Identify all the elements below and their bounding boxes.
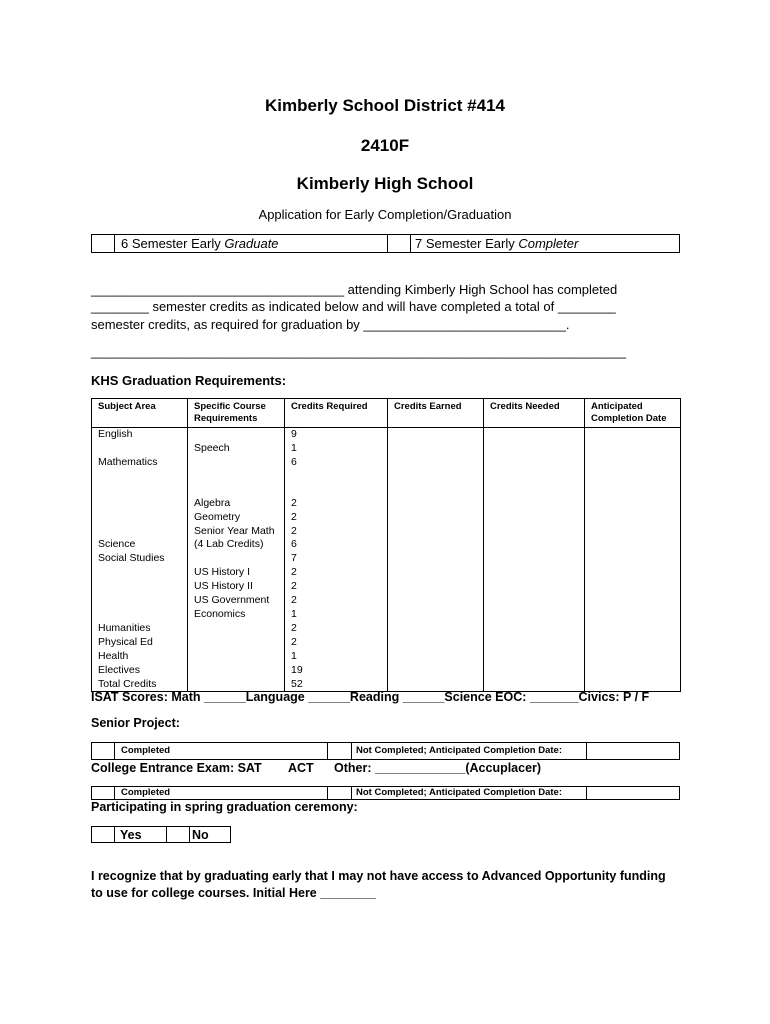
credits-needed-cell[interactable] [484,470,585,497]
acknowledgement-line-2: to use for college courses. Initial Here ________ [91,886,376,900]
column-header: Subject Area [92,399,188,428]
credits-needed-cell[interactable] [484,566,585,580]
completion-date-cell[interactable] [585,511,681,525]
credits-earned-cell[interactable] [388,497,484,511]
statement-line-2: ________ semester credits as indicated below and will have completed a total of ________ [91,299,616,314]
subject-cell [92,594,188,608]
completion-date-cell[interactable] [585,566,681,580]
credits-earned-cell[interactable] [388,470,484,497]
course-cell: Speech [188,442,285,456]
subject-cell: Physical Ed [92,636,188,650]
subject-cell: Total Credits [92,678,188,692]
statement-line-3: semester credits, as required for graduation by ____________________________. [91,317,570,332]
ceremony-no-checkbox[interactable] [166,827,190,842]
college-exam-not-completed-label: Not Completed; Anticipated Completion Date: [356,787,563,798]
credits-required-cell: 2 [285,636,388,650]
credits-required-cell [285,470,388,497]
column-header: Anticipated Completion Date [585,399,681,428]
credits-earned-cell[interactable] [388,525,484,539]
table-header [92,399,681,428]
subject-cell: Humanities [92,622,188,636]
completion-date-cell[interactable] [585,552,681,566]
credits-earned-cell[interactable] [388,442,484,456]
credits-required-cell: 1 [285,650,388,664]
subject-cell [92,497,188,511]
form-code: 2410F [360,136,410,155]
credits-required-cell: 2 [285,622,388,636]
table-row [92,608,681,622]
college-exam-completed-checkbox[interactable] [92,787,115,799]
subject-cell [92,511,188,525]
credits-required-cell: 2 [285,566,388,580]
credits-required-cell: 52 [285,678,388,692]
completion-date-cell[interactable] [585,608,681,622]
credits-required-cell: 1 [285,442,388,456]
credits-earned-cell[interactable] [388,552,484,566]
completion-date-cell[interactable] [585,525,681,539]
subject-cell [92,442,188,456]
senior-project-row [91,742,680,760]
credits-needed-cell[interactable] [484,650,585,664]
credits-earned-cell[interactable] [388,608,484,622]
credits-required-cell: 2 [285,525,388,539]
table-row [92,442,681,456]
isat-scores: ISAT Scores: Math ______Language ______Reading ______Science EOC: _______Civics: P / F [91,690,650,704]
credits-required-cell: 2 [285,511,388,525]
credits-earned-cell[interactable] [388,511,484,525]
seven-semester-label: 7 Semester Early Completer [415,236,579,251]
credits-needed-cell[interactable] [484,497,585,511]
senior-project-completed-label: Completed [121,745,171,756]
college-exam-act: ACT [288,761,314,775]
senior-project-completed-checkbox[interactable] [92,743,115,759]
credits-needed-cell[interactable] [484,428,585,442]
table-row [92,566,681,580]
college-exam-completed-label: Completed [121,787,171,798]
completion-date-cell[interactable] [585,664,681,678]
credits-required-cell: 7 [285,552,388,566]
credits-earned-cell[interactable] [388,538,484,552]
course-cell: US History II [188,580,285,594]
credits-needed-cell[interactable] [484,664,585,678]
ceremony-no-label: No [192,828,209,842]
subject-cell [92,525,188,539]
subject-cell [92,470,188,497]
completion-date-cell[interactable] [585,456,681,470]
course-cell: US Government [188,594,285,608]
course-cell [188,428,285,442]
credits-required-cell: 2 [285,580,388,594]
completion-date-cell[interactable] [585,594,681,608]
table-row [92,552,681,566]
course-cell: US History I [188,566,285,580]
completion-date-cell[interactable] [585,580,681,594]
course-cell: Economics [188,608,285,622]
completion-date-cell[interactable] [585,497,681,511]
credits-earned-cell[interactable] [388,456,484,470]
subject-cell: English [92,428,188,442]
course-cell [188,664,285,678]
table-row [92,594,681,608]
six-semester-checkbox[interactable] [92,235,115,252]
completion-date-cell[interactable] [585,538,681,552]
credits-required-cell: 6 [285,456,388,470]
credits-required-cell: 2 [285,497,388,511]
table-row [92,428,681,442]
credits-required-cell: 19 [285,664,388,678]
credits-required-cell: 9 [285,428,388,442]
column-header: Credits Earned [388,399,484,428]
course-cell [188,456,285,470]
credits-needed-cell[interactable] [484,525,585,539]
subject-cell: Social Studies [92,552,188,566]
requirements-table [91,398,681,692]
credits-needed-cell[interactable] [484,636,585,650]
completion-date-cell[interactable] [585,636,681,650]
table-row [92,497,681,511]
form-title: Application for Early Completion/Graduation [258,207,512,222]
credits-earned-cell[interactable] [388,650,484,664]
credits-needed-cell[interactable] [484,456,585,470]
course-cell [188,552,285,566]
credits-needed-cell[interactable] [484,622,585,636]
course-cell: (4 Lab Credits) [188,538,285,552]
ceremony-label: Participating in spring graduation ceremony: [91,800,358,814]
table-row [92,470,681,497]
table-row [92,511,681,525]
ceremony-row [91,826,231,843]
credits-earned-cell[interactable] [388,622,484,636]
subject-cell [92,580,188,594]
column-header: Specific Course Requirements [188,399,285,428]
completion-date-cell[interactable] [585,470,681,497]
seven-semester-checkbox[interactable] [387,235,411,252]
subject-cell: Science [92,538,188,552]
course-cell: Senior Year Math [188,525,285,539]
credits-needed-cell[interactable] [484,608,585,622]
course-cell [188,622,285,636]
table-row [92,622,681,636]
completion-date-cell[interactable] [585,442,681,456]
subject-cell: Electives [92,664,188,678]
credits-needed-cell[interactable] [484,594,585,608]
statement-line-1: ___________________________________ attending Kimberly High School has completed [91,282,618,297]
credits-needed-cell[interactable] [484,442,585,456]
course-cell [188,650,285,664]
school-title: Kimberly High School [296,174,474,193]
acknowledgement-line-1: I recognize that by graduating early that I may not have access to Advanced Opportunity funding [91,869,666,883]
credits-required-cell: 1 [285,608,388,622]
ceremony-yes-label: Yes [120,828,142,842]
ceremony-yes-checkbox[interactable] [92,827,115,842]
credits-needed-cell[interactable] [484,552,585,566]
graduation-option-row [91,234,680,253]
credits-earned-cell[interactable] [388,580,484,594]
table-row [92,538,681,552]
senior-project-not-completed-label: Not Completed; Anticipated Completion Date: [356,745,563,756]
table-row [92,456,681,470]
table-row [92,525,681,539]
credits-earned-cell[interactable] [388,428,484,442]
subject-cell [92,608,188,622]
table-row [92,650,681,664]
credits-earned-cell[interactable] [388,636,484,650]
completion-date-cell[interactable] [585,650,681,664]
college-exam-label: College Entrance Exam: SAT [91,761,262,775]
six-semester-label: 6 Semester Early Graduate [121,236,279,251]
college-exam-row [91,786,680,800]
table-row [92,636,681,650]
subject-cell: Mathematics [92,456,188,470]
course-cell [188,636,285,650]
senior-project-not-completed-checkbox[interactable] [327,743,352,759]
table-row [92,580,681,594]
column-header: Credits Needed [484,399,585,428]
senior-project-label: Senior Project: [91,716,180,730]
table-row [92,664,681,678]
credits-earned-cell[interactable] [388,594,484,608]
college-exam-not-completed-checkbox[interactable] [327,787,352,799]
credits-needed-cell[interactable] [484,511,585,525]
district-title: Kimberly School District #414 [265,96,505,115]
subject-cell: Health [92,650,188,664]
completion-date-cell[interactable] [585,428,681,442]
requirements-heading: KHS Graduation Requirements: [91,373,287,388]
course-cell: Algebra [188,497,285,511]
completion-date-cell[interactable] [585,622,681,636]
course-cell [188,470,285,497]
column-header: Credits Required [285,399,388,428]
credits-earned-cell[interactable] [388,664,484,678]
course-cell: Geometry [188,511,285,525]
credits-earned-cell[interactable] [388,566,484,580]
subject-cell [92,566,188,580]
credits-needed-cell[interactable] [484,580,585,594]
credits-required-cell: 6 [285,538,388,552]
statement-line-4: __________________________________________________________________________ [91,344,627,359]
college-exam-other: Other: _____________(Accuplacer) [334,761,542,775]
credits-needed-cell[interactable] [484,538,585,552]
credits-required-cell: 2 [285,594,388,608]
